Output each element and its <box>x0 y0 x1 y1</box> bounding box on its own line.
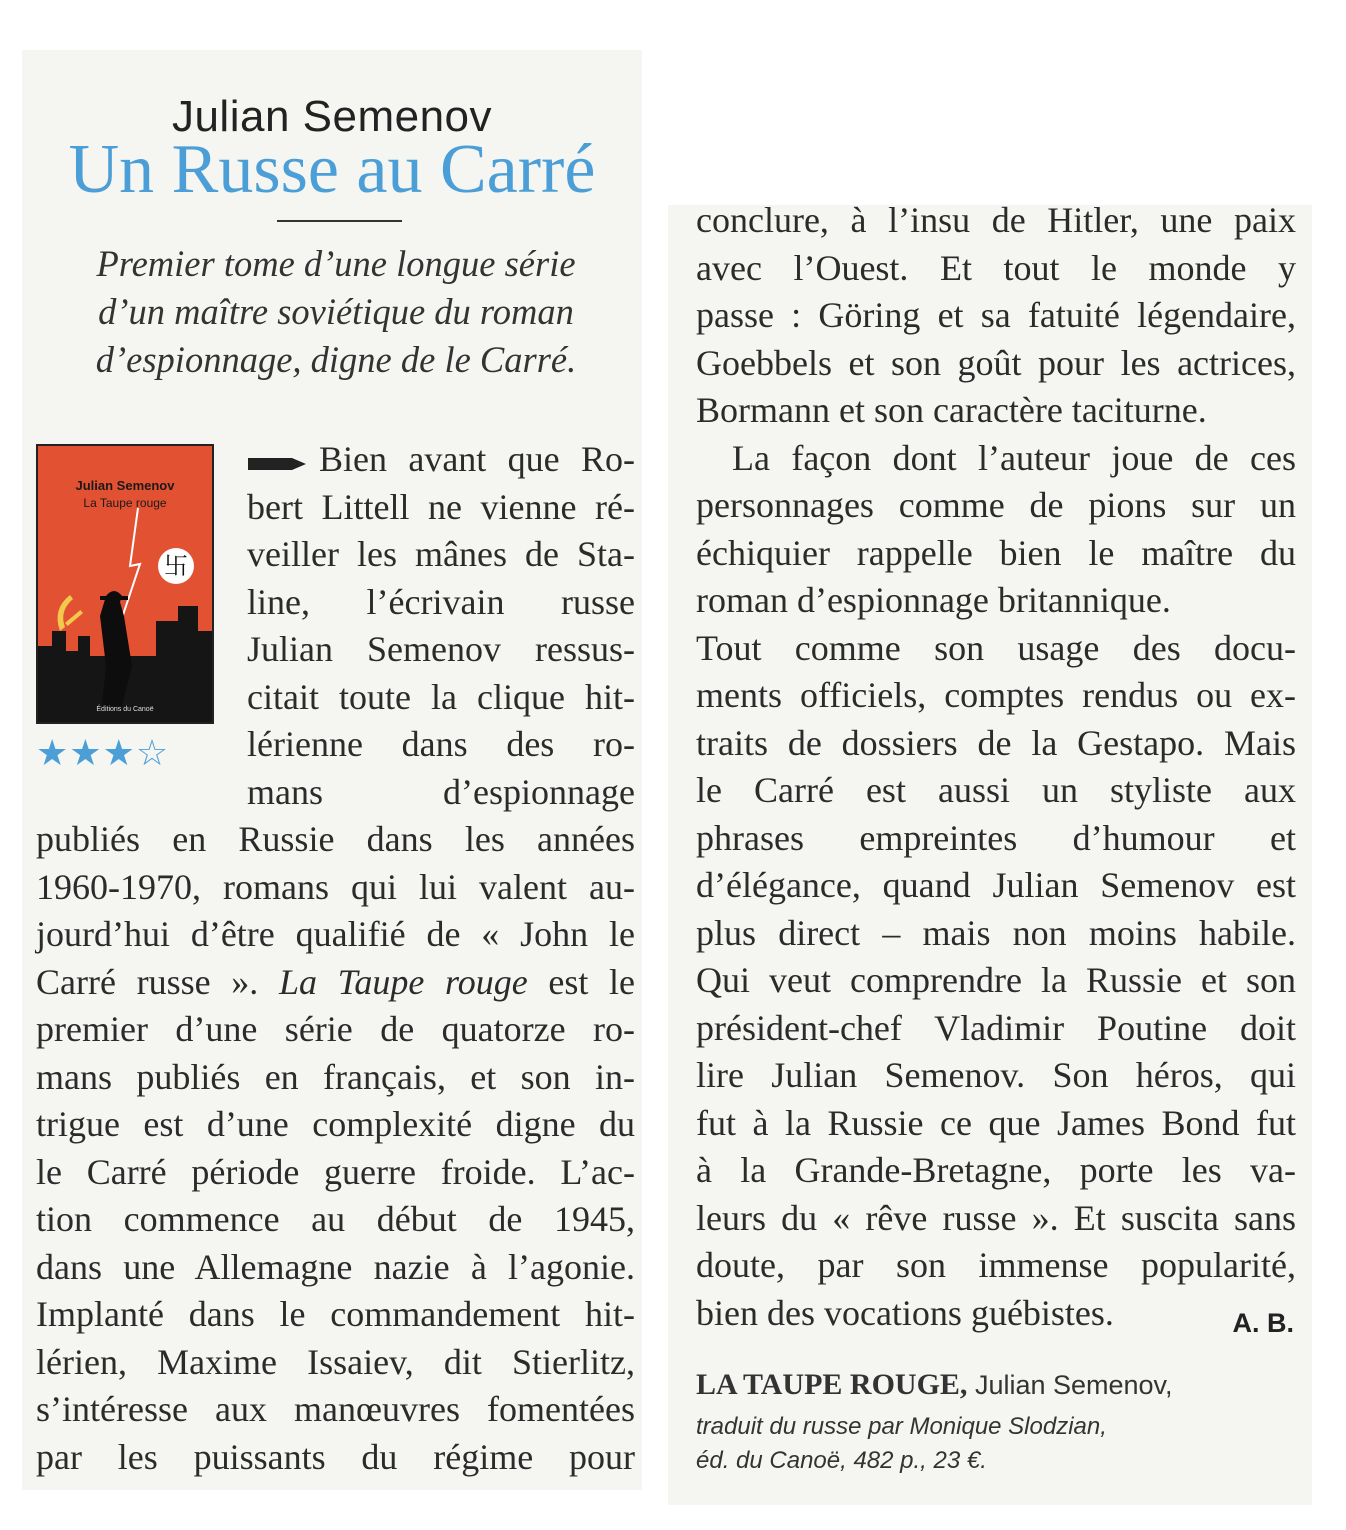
body-line: ments officiels, comptes rendus ou ex- <box>696 675 1296 715</box>
article-body-wrap <box>247 436 635 816</box>
body-line: par les puissants du régime pour <box>36 1436 635 1477</box>
lede-line: Premier tome d’une longue série <box>96 243 576 284</box>
body-line: à la Grande-Bretagne, porte les va- <box>696 1150 1296 1190</box>
body-line: leurs du « rêve russe ». Et suscita sans <box>696 1197 1296 1238</box>
title-divider <box>277 220 402 222</box>
body-line: conclure, à l’insu de Hitler, une paix <box>696 200 1296 240</box>
body-line: avec l’Ouest. Et tout le monde y <box>696 247 1296 288</box>
credits-heading <box>696 1365 1296 1410</box>
body-line: mans publiés en français, et son in- <box>36 1056 635 1097</box>
body-line: d’élégance, quand Julian Semenov est <box>696 865 1296 905</box>
credits-translation: traduit du russe par Monique Slodzian, <box>696 1413 1107 1440</box>
body-line: veiller les mânes de Sta- <box>247 534 635 574</box>
body-line: roman d’espionnage britannique. <box>696 580 1171 620</box>
body-line: lérienne dans des ro- <box>247 724 635 764</box>
cover-publisher: Éditions du Canoë <box>96 706 154 713</box>
credits-book-title: LA TAUPE ROUGE, <box>696 1368 968 1401</box>
body-line: 1960-1970, romans qui lui valent au- <box>36 866 635 907</box>
star-filled-icon: ★ <box>102 733 136 774</box>
body-line: personnages comme de pions sur un <box>696 485 1296 525</box>
body-line: phrases empreintes d’humour et <box>696 817 1296 858</box>
star-filled-icon: ★ <box>36 733 70 774</box>
body-line <box>247 436 635 484</box>
author-initials: A. B. <box>1232 1308 1294 1338</box>
credits-book-author: Julian Semenov, <box>967 1370 1173 1400</box>
body-line: doute, par son immense popularité, <box>696 1245 1296 1285</box>
body-line: passe : Göring et sa fatuité légendaire, <box>696 295 1296 335</box>
body-line: jourd’hui d’être qualifié de « John le <box>36 914 635 954</box>
rating-stars <box>36 734 216 774</box>
article-lede <box>36 240 636 384</box>
body-line: le Carré est aussi un styliste aux <box>696 770 1296 810</box>
cover-author: Julian Semenov <box>75 478 175 493</box>
body-line: plus direct – mais non moins habile. <box>696 912 1296 953</box>
star-filled-icon: ★ <box>69 733 103 774</box>
body-line: bert Littell ne vienne ré- <box>247 486 635 527</box>
body-line: échiquier rappelle bien le maître du <box>696 532 1296 573</box>
body-line <box>696 435 1296 483</box>
body-line: publiés en Russie dans les années <box>36 819 635 859</box>
body-line-text: Carré russe ». <box>36 961 279 1002</box>
body-line: Implanté dans le commandement hit- <box>36 1294 635 1334</box>
article-body <box>36 816 635 1481</box>
right-column <box>668 200 1312 1505</box>
body-line: président-chef Vladimir Poutine doit <box>696 1007 1296 1048</box>
body-line: s’intéresse aux manœuvres fomentées <box>36 1389 635 1429</box>
body-line: lire Julian Semenov. Son héros, qui <box>696 1055 1296 1095</box>
credits-publication: éd. du Canoë, 482 p., 23 €. <box>696 1447 987 1474</box>
body-line: Goebbels et son goût pour les actrices, <box>696 342 1296 383</box>
body-line: premier d’une série de quatorze ro- <box>36 1009 635 1049</box>
body-line: trigue est d’une complexité digne du <box>36 1104 635 1144</box>
body-line: traits de dossiers de la Gestapo. Mais <box>696 722 1296 763</box>
body-line: lérien, Maxime Issaiev, dit Stierlitz, <box>36 1341 635 1382</box>
svg-text:卐: 卐 <box>164 552 188 580</box>
body-line: dans une Allemagne nazie à l’agonie. <box>36 1246 635 1287</box>
body-line: line, l’écrivain russe <box>247 581 635 622</box>
body-line: Tout comme son usage des docu- <box>696 627 1296 668</box>
body-line: tion commence au début de 1945, <box>36 1199 635 1239</box>
article-body-continued <box>696 197 1296 1337</box>
body-line: fut à la Russie ce que James Bond fut <box>696 1102 1296 1143</box>
body-line: mans d’espionnage <box>247 771 635 812</box>
body-line: bien des vocations guébistes. <box>696 1292 1114 1333</box>
body-line: Qui veut comprendre la Russie et son <box>696 960 1296 1000</box>
book-cover-image <box>36 444 214 724</box>
lede-line: d’espionnage, digne de le Carré. <box>95 339 577 380</box>
lede-line: d’un maître soviétique du roman <box>98 291 574 332</box>
body-line: Julian Semenov ressus- <box>247 629 635 669</box>
author-name: Julian Semenov <box>171 92 493 141</box>
left-column <box>22 50 642 1490</box>
body-line: Bormann et son caractère taciturne. <box>696 390 1207 430</box>
body-line: citait toute la clique hit- <box>247 676 635 717</box>
article-title: Un Russe au Carré <box>68 131 596 208</box>
body-line-text: La façon dont l’auteur joue de ces <box>732 437 1296 478</box>
body-line <box>36 959 635 1007</box>
book-title-italic: La Taupe rouge <box>278 961 528 1002</box>
book-credits <box>696 1365 1296 1478</box>
body-line-text: est le <box>527 961 635 1002</box>
star-empty-icon: ☆ <box>135 733 170 774</box>
body-line-text: Bien avant que Ro- <box>319 439 635 479</box>
cover-title: La Taupe rouge <box>83 496 167 510</box>
body-line: le Carré période guerre froide. L’ac- <box>36 1151 635 1192</box>
